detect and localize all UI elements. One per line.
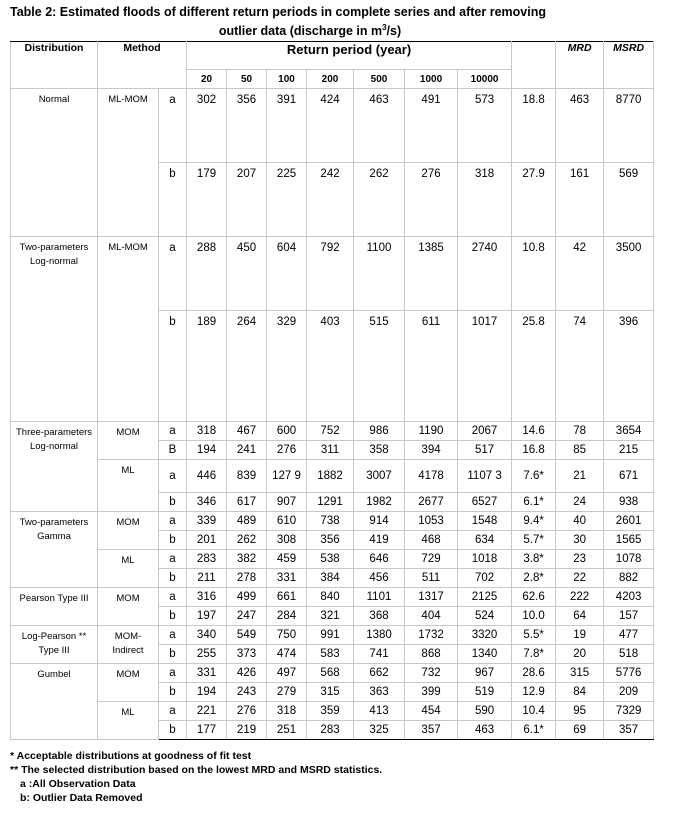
value-cell: 209 — [604, 683, 654, 702]
period-header: 500 — [354, 70, 405, 89]
value-cell: 40 — [556, 512, 604, 531]
value-cell: 276 — [405, 163, 458, 237]
value-cell: 662 — [354, 664, 405, 683]
value-cell: 1291 — [307, 493, 354, 512]
table-row — [11, 702, 654, 721]
table-row — [11, 89, 654, 163]
value-cell: 356 — [307, 531, 354, 550]
value-cell: 219 — [227, 721, 267, 740]
footnote-b: b: Outlier Data Removed — [20, 792, 143, 804]
value-cell: 661 — [267, 588, 307, 607]
value-cell: 315 — [307, 683, 354, 702]
value-cell: 426 — [227, 664, 267, 683]
table-body — [11, 89, 654, 740]
method-cell: MOM — [98, 512, 159, 550]
value-cell: 671 — [604, 460, 654, 493]
value-cell: 1190 — [405, 422, 458, 441]
value-cell: 5.7* — [512, 531, 556, 550]
value-cell: 179 — [187, 163, 227, 237]
series-label: a — [159, 512, 187, 531]
period-header: 50 — [227, 70, 267, 89]
value-cell: 329 — [267, 311, 307, 422]
value-cell: 497 — [267, 664, 307, 683]
value-cell: 357 — [405, 721, 458, 740]
value-cell: 318 — [458, 163, 512, 237]
value-cell: 463 — [556, 89, 604, 163]
value-cell: 24 — [556, 493, 604, 512]
value-cell: 3654 — [604, 422, 654, 441]
value-cell: 499 — [227, 588, 267, 607]
value-cell: 1982 — [354, 493, 405, 512]
value-cell: 10.0 — [512, 607, 556, 626]
value-cell: 12.9 — [512, 683, 556, 702]
method-cell: MOM — [98, 664, 159, 702]
value-cell: 646 — [354, 550, 405, 569]
value-cell: 1882 — [307, 460, 354, 493]
value-cell: 991 — [307, 626, 354, 645]
value-cell: 222 — [556, 588, 604, 607]
value-cell: 459 — [267, 550, 307, 569]
value-cell: 194 — [187, 683, 227, 702]
value-cell: 573 — [458, 89, 512, 163]
value-cell: 127 9 — [267, 460, 307, 493]
method-cell: ML-MOM — [98, 237, 159, 422]
value-cell: 413 — [354, 702, 405, 721]
value-cell: 242 — [307, 163, 354, 237]
header-mrd: MRD — [556, 42, 604, 89]
value-cell: 28.6 — [512, 664, 556, 683]
value-cell: 16.8 — [512, 441, 556, 460]
value-cell: 74 — [556, 311, 604, 422]
series-label: b — [159, 493, 187, 512]
value-cell: 197 — [187, 607, 227, 626]
value-cell: 346 — [187, 493, 227, 512]
value-cell: 284 — [267, 607, 307, 626]
value-cell: 1548 — [458, 512, 512, 531]
value-cell: 450 — [227, 237, 267, 311]
value-cell: 474 — [267, 645, 307, 664]
value-cell: 839 — [227, 460, 267, 493]
series-label: a — [159, 664, 187, 683]
value-cell: 568 — [307, 664, 354, 683]
value-cell: 194 — [187, 441, 227, 460]
value-cell: 9.4* — [512, 512, 556, 531]
value-cell: 515 — [354, 311, 405, 422]
value-cell: 201 — [187, 531, 227, 550]
value-cell: 583 — [307, 645, 354, 664]
series-label: b — [159, 607, 187, 626]
value-cell: 243 — [227, 683, 267, 702]
value-cell: 3320 — [458, 626, 512, 645]
value-cell: 10.4 — [512, 702, 556, 721]
value-cell: 1385 — [405, 237, 458, 311]
value-cell: 732 — [405, 664, 458, 683]
value-cell: 419 — [354, 531, 405, 550]
distribution-cell: Pearson Type III — [11, 588, 98, 626]
caption-superscript: 3 — [382, 23, 387, 32]
value-cell: 283 — [307, 721, 354, 740]
value-cell: 1732 — [405, 626, 458, 645]
header-row — [11, 42, 654, 70]
series-label: a — [159, 550, 187, 569]
value-cell: 356 — [227, 89, 267, 163]
method-cell: ML-MOM — [98, 89, 159, 237]
table-row — [11, 422, 654, 441]
value-cell: 590 — [458, 702, 512, 721]
value-cell: 4178 — [405, 460, 458, 493]
value-cell: 241 — [227, 441, 267, 460]
value-cell: 23 — [556, 550, 604, 569]
series-label: B — [159, 441, 187, 460]
value-cell: 14.6 — [512, 422, 556, 441]
value-cell: 491 — [405, 89, 458, 163]
value-cell: 446 — [187, 460, 227, 493]
header-blank — [512, 42, 556, 89]
value-cell: 276 — [267, 441, 307, 460]
value-cell: 1107 3 — [458, 460, 512, 493]
table-caption — [10, 4, 610, 39]
series-label: b — [159, 645, 187, 664]
value-cell: 463 — [458, 721, 512, 740]
value-cell: 752 — [307, 422, 354, 441]
table-row — [11, 550, 654, 569]
value-cell: 1018 — [458, 550, 512, 569]
header-method: Method — [98, 42, 187, 89]
value-cell: 318 — [267, 702, 307, 721]
method-cell: ML — [98, 550, 159, 588]
value-cell: 382 — [227, 550, 267, 569]
method-cell: ML — [98, 460, 159, 512]
value-cell: 262 — [354, 163, 405, 237]
footnote-a: a :All Observation Data — [20, 778, 136, 790]
value-cell: 604 — [267, 237, 307, 311]
value-cell: 741 — [354, 645, 405, 664]
value-cell: 868 — [405, 645, 458, 664]
value-cell: 938 — [604, 493, 654, 512]
value-cell: 221 — [187, 702, 227, 721]
footnote-selected: ** The selected distribution based on the lowest MRD and MSRD statistics. — [10, 764, 383, 776]
period-header: 20 — [187, 70, 227, 89]
value-cell: 207 — [227, 163, 267, 237]
value-cell: 363 — [354, 683, 405, 702]
value-cell: 840 — [307, 588, 354, 607]
value-cell: 1380 — [354, 626, 405, 645]
value-cell: 454 — [405, 702, 458, 721]
value-cell: 1078 — [604, 550, 654, 569]
value-cell: 64 — [556, 607, 604, 626]
value-cell: 403 — [307, 311, 354, 422]
value-cell: 3500 — [604, 237, 654, 311]
period-header: 200 — [307, 70, 354, 89]
caption-line-2-text: outlier data (discharge in m — [218, 24, 383, 39]
period-header: 100 — [267, 70, 307, 89]
value-cell: 511 — [405, 569, 458, 588]
value-cell: 225 — [267, 163, 307, 237]
value-cell: 340 — [187, 626, 227, 645]
value-cell: 391 — [267, 89, 307, 163]
value-cell: 42 — [556, 237, 604, 311]
value-cell: 384 — [307, 569, 354, 588]
value-cell: 5776 — [604, 664, 654, 683]
value-cell: 396 — [604, 311, 654, 422]
value-cell: 914 — [354, 512, 405, 531]
value-cell: 738 — [307, 512, 354, 531]
distribution-cell: Three-parameters Log-normal — [11, 422, 98, 512]
value-cell: 357 — [604, 721, 654, 740]
method-cell: MOM-Indirect — [98, 626, 159, 664]
value-cell: 189 — [187, 311, 227, 422]
series-label: a — [159, 588, 187, 607]
value-cell: 30 — [556, 531, 604, 550]
table-row — [11, 237, 654, 311]
value-cell: 18.8 — [512, 89, 556, 163]
series-label: a — [159, 626, 187, 645]
value-cell: 2677 — [405, 493, 458, 512]
value-cell: 78 — [556, 422, 604, 441]
header-msrd: MSRD — [604, 42, 654, 89]
value-cell: 21 — [556, 460, 604, 493]
distribution-cell: Normal — [11, 89, 98, 237]
header-distribution: Distribution — [11, 42, 98, 89]
value-cell: 276 — [227, 702, 267, 721]
series-label: b — [159, 311, 187, 422]
distribution-cell: Gumbel — [11, 664, 98, 740]
value-cell: 264 — [227, 311, 267, 422]
value-cell: 262 — [227, 531, 267, 550]
value-cell: 279 — [267, 683, 307, 702]
value-cell: 549 — [227, 626, 267, 645]
series-label: b — [159, 163, 187, 237]
value-cell: 27.9 — [512, 163, 556, 237]
value-cell: 986 — [354, 422, 405, 441]
value-cell: 95 — [556, 702, 604, 721]
series-label: a — [159, 422, 187, 441]
value-cell: 1017 — [458, 311, 512, 422]
header-return-period: Return period (year) — [187, 42, 512, 70]
value-cell: 634 — [458, 531, 512, 550]
value-cell: 7329 — [604, 702, 654, 721]
table-row — [11, 460, 654, 493]
value-cell: 321 — [307, 607, 354, 626]
value-cell: 729 — [405, 550, 458, 569]
value-cell: 517 — [458, 441, 512, 460]
value-cell: 161 — [556, 163, 604, 237]
series-label: b — [159, 683, 187, 702]
value-cell: 325 — [354, 721, 405, 740]
value-cell: 5.5* — [512, 626, 556, 645]
value-cell: 373 — [227, 645, 267, 664]
value-cell: 489 — [227, 512, 267, 531]
value-cell: 2740 — [458, 237, 512, 311]
value-cell: 518 — [604, 645, 654, 664]
value-cell: 6.1* — [512, 721, 556, 740]
value-cell: 399 — [405, 683, 458, 702]
value-cell: 339 — [187, 512, 227, 531]
value-cell: 215 — [604, 441, 654, 460]
value-cell: 1340 — [458, 645, 512, 664]
value-cell: 2125 — [458, 588, 512, 607]
value-cell: 315 — [556, 664, 604, 683]
value-cell: 538 — [307, 550, 354, 569]
value-cell: 10.8 — [512, 237, 556, 311]
method-cell: ML — [98, 702, 159, 740]
value-cell: 84 — [556, 683, 604, 702]
table-row — [11, 664, 654, 683]
value-cell: 404 — [405, 607, 458, 626]
value-cell: 1317 — [405, 588, 458, 607]
value-cell: 468 — [405, 531, 458, 550]
value-cell: 331 — [187, 664, 227, 683]
table-footnotes — [10, 749, 382, 805]
value-cell: 308 — [267, 531, 307, 550]
value-cell: 318 — [187, 422, 227, 441]
distribution-cell: Two-parameters Gamma — [11, 512, 98, 588]
value-cell: 19 — [556, 626, 604, 645]
value-cell: 359 — [307, 702, 354, 721]
value-cell: 7.6* — [512, 460, 556, 493]
value-cell: 157 — [604, 607, 654, 626]
value-cell: 302 — [187, 89, 227, 163]
caption-line-2 — [10, 20, 610, 39]
value-cell: 2.8* — [512, 569, 556, 588]
value-cell: 6.1* — [512, 493, 556, 512]
value-cell: 278 — [227, 569, 267, 588]
value-cell: 792 — [307, 237, 354, 311]
value-cell: 967 — [458, 664, 512, 683]
value-cell: 519 — [458, 683, 512, 702]
series-label: a — [159, 702, 187, 721]
value-cell: 394 — [405, 441, 458, 460]
caption-line-2-end: /s) — [386, 24, 402, 39]
series-label: a — [159, 237, 187, 311]
value-cell: 283 — [187, 550, 227, 569]
value-cell: 4203 — [604, 588, 654, 607]
value-cell: 1100 — [354, 237, 405, 311]
value-cell: 316 — [187, 588, 227, 607]
period-header: 10000 — [458, 70, 512, 89]
value-cell: 477 — [604, 626, 654, 645]
table-row — [11, 588, 654, 607]
value-cell: 463 — [354, 89, 405, 163]
value-cell: 177 — [187, 721, 227, 740]
value-cell: 7.8* — [512, 645, 556, 664]
series-label: a — [159, 89, 187, 163]
value-cell: 600 — [267, 422, 307, 441]
value-cell: 62.6 — [512, 588, 556, 607]
value-cell: 331 — [267, 569, 307, 588]
value-cell: 211 — [187, 569, 227, 588]
distribution-cell: Two-parameters Log-normal — [11, 237, 98, 422]
method-cell: MOM — [98, 588, 159, 626]
value-cell: 247 — [227, 607, 267, 626]
series-label: b — [159, 721, 187, 740]
value-cell: 702 — [458, 569, 512, 588]
value-cell: 288 — [187, 237, 227, 311]
value-cell: 610 — [267, 512, 307, 531]
series-label: b — [159, 531, 187, 550]
flood-estimates-table — [10, 41, 654, 740]
period-header: 1000 — [405, 70, 458, 89]
value-cell: 368 — [354, 607, 405, 626]
value-cell: 569 — [604, 163, 654, 237]
value-cell: 2067 — [458, 422, 512, 441]
caption-line-1: Table 2: Estimated floods of different return periods in complete series and after removing — [10, 5, 546, 19]
value-cell: 358 — [354, 441, 405, 460]
value-cell: 456 — [354, 569, 405, 588]
value-cell: 20 — [556, 645, 604, 664]
value-cell: 2601 — [604, 512, 654, 531]
value-cell: 1053 — [405, 512, 458, 531]
value-cell: 3007 — [354, 460, 405, 493]
table-row — [11, 512, 654, 531]
value-cell: 3.8* — [512, 550, 556, 569]
value-cell: 750 — [267, 626, 307, 645]
footnote-acceptable: * Acceptable distributions at goodness of fit test — [10, 750, 252, 762]
method-cell: MOM — [98, 422, 159, 460]
value-cell: 424 — [307, 89, 354, 163]
value-cell: 85 — [556, 441, 604, 460]
value-cell: 8770 — [604, 89, 654, 163]
value-cell: 251 — [267, 721, 307, 740]
value-cell: 255 — [187, 645, 227, 664]
series-label: a — [159, 460, 187, 493]
value-cell: 467 — [227, 422, 267, 441]
value-cell: 1565 — [604, 531, 654, 550]
value-cell: 22 — [556, 569, 604, 588]
series-label: b — [159, 569, 187, 588]
table-row — [11, 626, 654, 645]
value-cell: 6527 — [458, 493, 512, 512]
value-cell: 524 — [458, 607, 512, 626]
value-cell: 311 — [307, 441, 354, 460]
value-cell: 611 — [405, 311, 458, 422]
value-cell: 882 — [604, 569, 654, 588]
value-cell: 617 — [227, 493, 267, 512]
value-cell: 1101 — [354, 588, 405, 607]
distribution-cell: Log-Pearson ** Type III — [11, 626, 98, 664]
value-cell: 907 — [267, 493, 307, 512]
value-cell: 69 — [556, 721, 604, 740]
value-cell: 25.8 — [512, 311, 556, 422]
